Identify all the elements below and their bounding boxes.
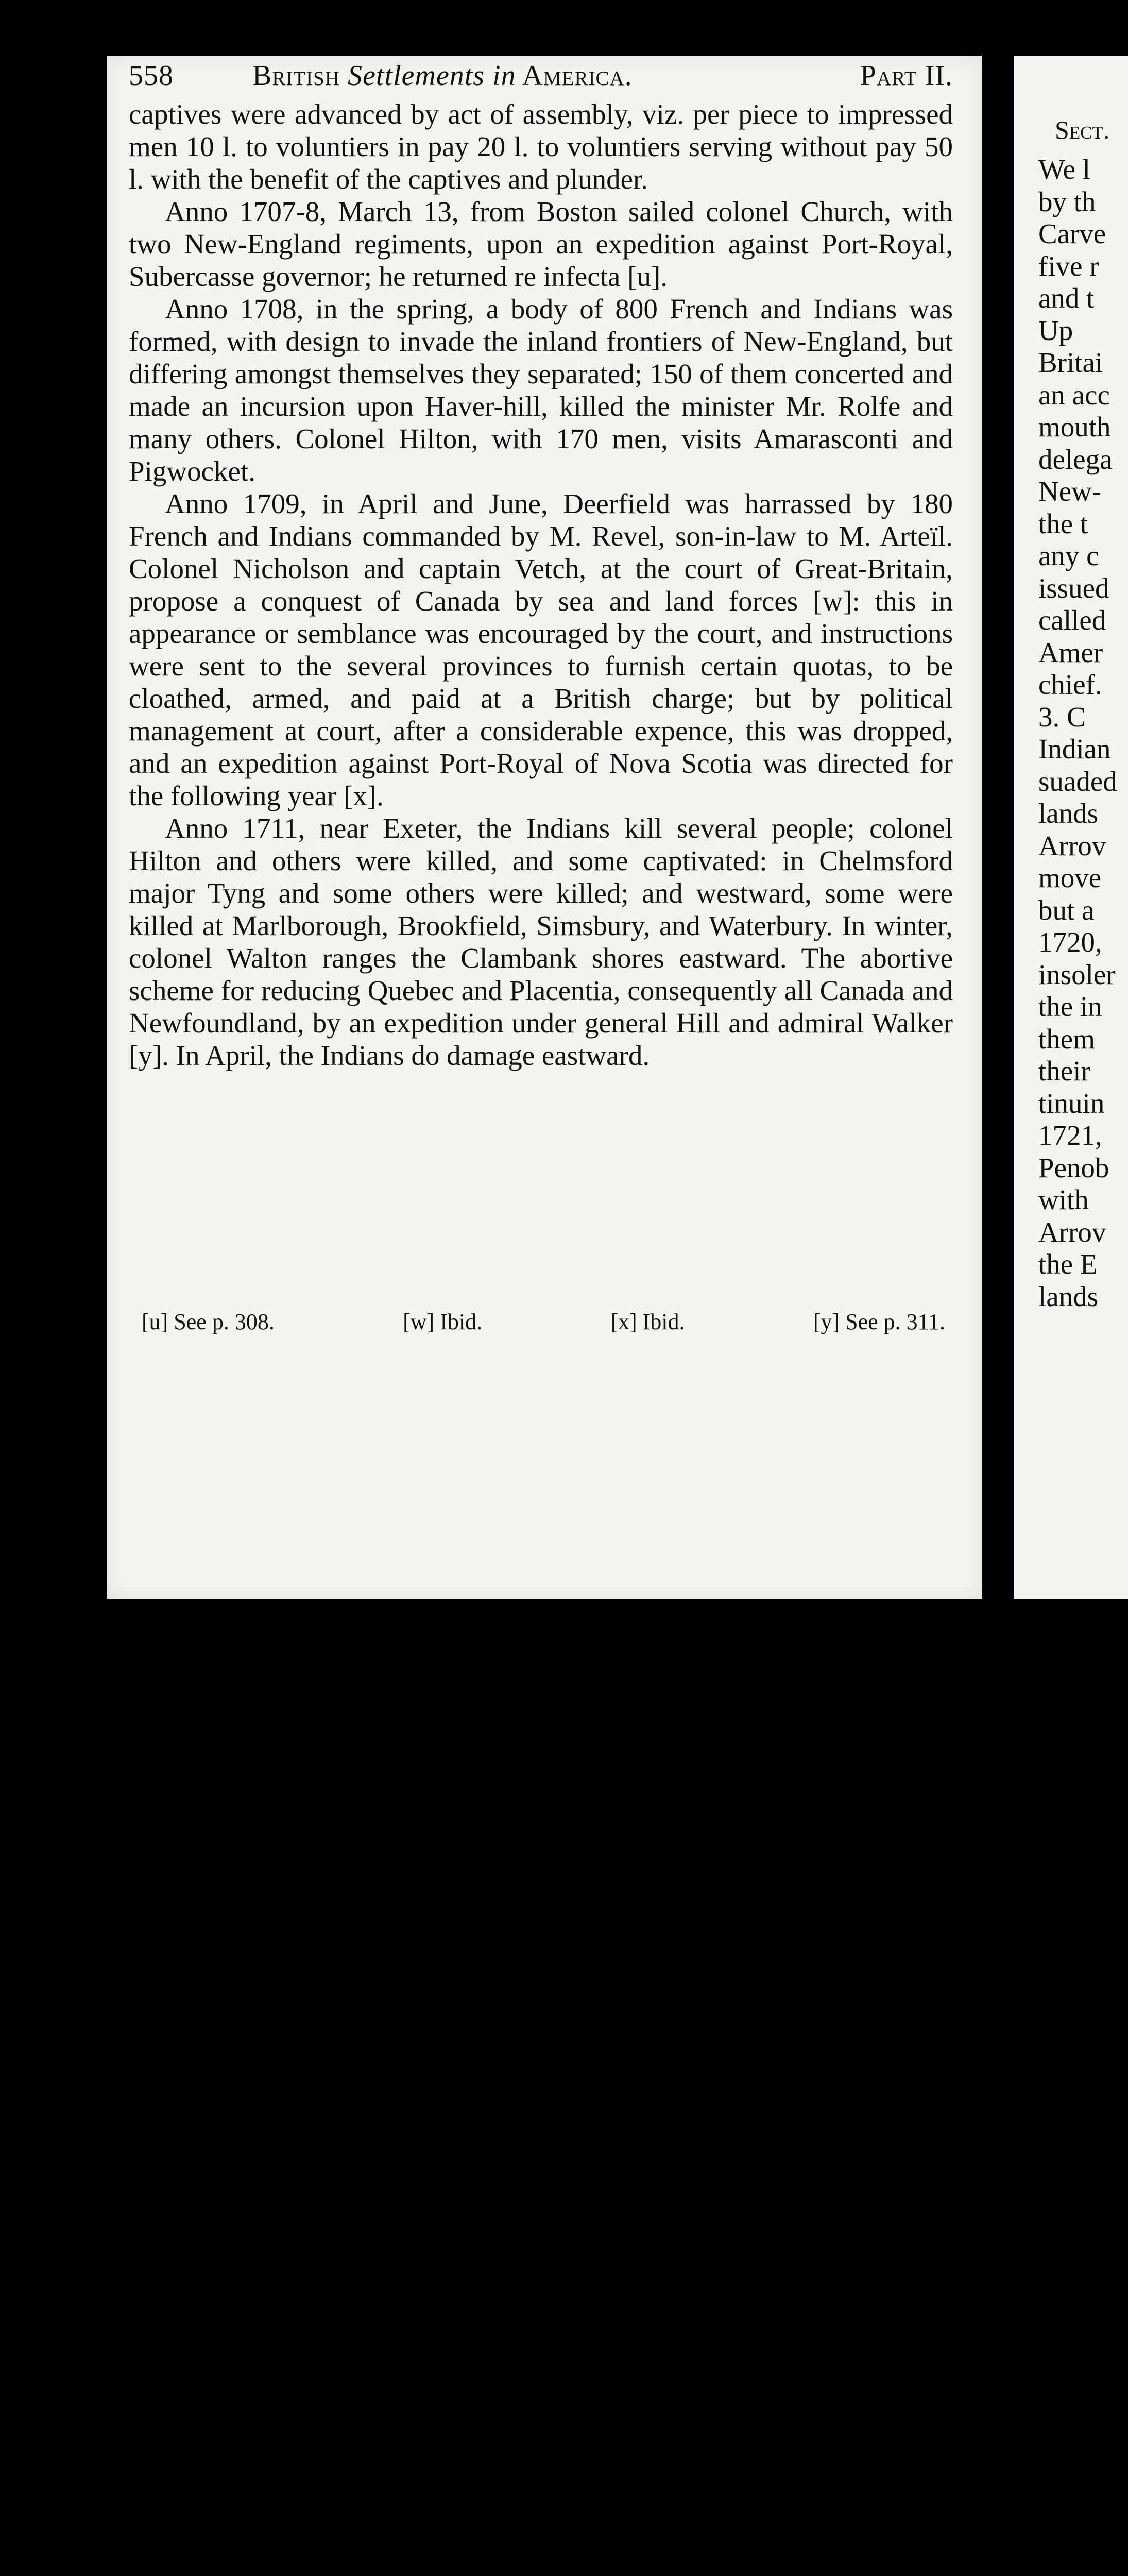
right-page-line: the in [1038,991,1102,1022]
right-page-line: 1721, [1038,1120,1102,1151]
right-page-text [1038,154,1128,1313]
paragraph: captives were advanced by act of assembly, viz. per piece to impressed men 10 l. to voluntiers in pay 20 l. to voluntiers serving without pay 50 l. with the benefit of the captives and plunder. [129,98,953,195]
right-page-line: chief. [1038,669,1102,700]
right-page-line: and t [1038,282,1095,314]
paragraph: Anno 1711, near Exeter, the Indians kill several people; colonel Hilton and others were killed, and some captivated: in Chelmsford major Tyng and some others were killed; and westward, some were killed at Marlborough, Brookfield, Simsbury, and Waterbury. In winter, colonel Walton ranges the Clambank shores eastward. The abortive scheme for reducing Quebec and Placentia, consequently all Canada and Newfoundland, by an expedition under general Hill and admiral Walker [y]. In April, the Indians do damage eastward. [129,812,953,1071]
right-page-line: by th [1038,185,1096,217]
footnote: [y] See p. 311. [813,1309,945,1334]
paragraph: Anno 1709, in April and June, Deerfield was harrassed by 180 French and Indians commanded by M. Revel, son-in-law to M. Arteïl. Colonel Nicholson and captain Vetch, at the court of Great-Britain, propose a conquest of Canada by sea and land forces [w]: this in appearance or semblance was encouraged by the court, and instructions were sent to the several provinces to furnish certain quotas, to be cloathed, armed, and paid at a British charge; but by political management at court, after a considerable expence, this was dropped, and an expedition against Port-Royal of Nova Scotia was directed for the following year [x]. [129,488,953,811]
right-page-line: Penob [1038,1151,1109,1183]
right-page-line: We l [1038,154,1090,185]
right-page-line: suaded [1038,765,1117,797]
footnote: [u] See p. 308. [142,1309,275,1334]
right-page-line: issued [1038,572,1109,604]
right-page-line: lands [1038,798,1099,829]
body-text [129,98,953,1072]
paragraph: Anno 1708, in the spring, a body of 800 French and Indians was formed, with design to invade the inland frontiers of New-England, but differing amongst themselves they separated; 150 of them concerted and made an incursion upon Haver-hill, killed the minister Mr. Rolfe and many others. Colonel Hilton, with 170 men, visits Amarasconti and Pigwocket. [129,293,953,487]
right-page-line: an acc [1038,379,1110,411]
right-page-line: Carve [1038,218,1106,249]
right-page-line: mouth [1038,411,1111,443]
right-page-line: Arrov [1038,1216,1106,1248]
right-page-line: New- [1038,476,1102,507]
right-page-line: insoler [1038,958,1116,990]
right-page-line: but a [1038,894,1095,926]
right-page-line: lands [1038,1280,1099,1312]
right-page-line: with [1038,1184,1089,1215]
running-title-settlements: Settlements in [348,60,516,92]
right-running-head: Sect. [1055,115,1110,144]
right-page-line: 1720, [1038,926,1102,958]
right-page-line: Arrov [1038,829,1106,861]
running-title-british: British [252,60,340,92]
right-page [1014,56,1128,1599]
running-head [129,59,953,95]
right-page-line: Indian [1038,733,1111,765]
footnotes [142,1309,945,1335]
right-page-line: them [1038,1023,1095,1055]
right-page-line: tinuin [1038,1087,1105,1119]
footnote: [x] Ibid. [610,1309,685,1334]
right-page-line: their [1038,1055,1090,1087]
running-title-america: America. [522,60,633,92]
right-page-line: Amer [1038,636,1103,668]
right-page-line: move [1038,862,1102,893]
right-page-line: 3. C [1038,701,1086,733]
footnote: [w] Ibid. [403,1309,483,1334]
right-page-line: delega [1038,443,1113,475]
right-page-line: the E [1038,1248,1098,1280]
part-label: Part II. [860,60,953,92]
right-page-line: Up [1038,314,1073,346]
right-page-line: called [1038,604,1106,636]
right-page-line: Britai [1038,347,1103,378]
right-page-line: five r [1038,250,1099,282]
right-page-line: the t [1038,507,1088,539]
page-number: 558 [129,60,174,92]
paragraph: Anno 1707-8, March 13, from Boston sailed colonel Church, with two New-England regiments, upon an expedition against Port-Royal, Subercasse governor; he returned re infecta [u]. [129,196,953,292]
running-title [252,59,633,92]
right-page-line: any c [1038,540,1099,571]
